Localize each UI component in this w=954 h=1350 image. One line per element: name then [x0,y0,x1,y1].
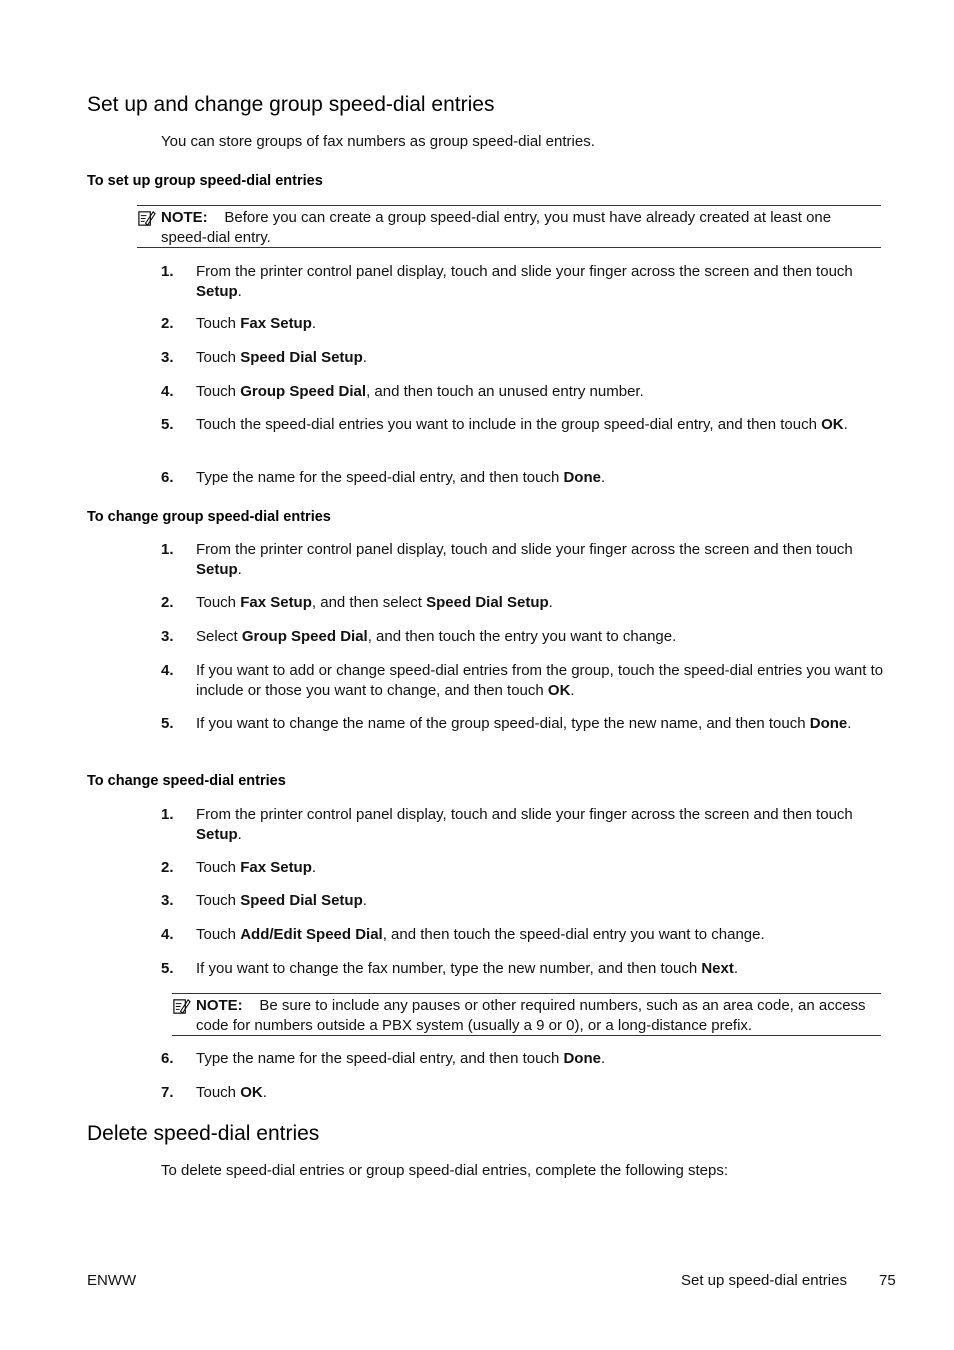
step-text-part: Touch [196,926,241,943]
ui-label: Fax Setup [240,315,312,332]
step-text [196,593,886,613]
step-number: 2. [161,859,174,876]
footer-section-label: Set up speed-dial entries [681,1272,847,1289]
note-box-2 [172,993,881,1036]
step-text-part: , and then touch an unused entry number. [366,383,644,400]
step-text-part: From the printer control panel display, touch and slide your finger across the screen and then touch [196,263,853,280]
ui-label: Setup [196,282,238,300]
ui-label: Fax Setup [240,859,312,876]
ui-label: Speed Dial Setup [240,892,363,909]
step-text-part: Touch [196,859,241,876]
note-content [161,208,881,247]
footer-left: ENWW [87,1272,137,1289]
step-text [196,1049,886,1069]
step-text [196,262,886,301]
step-text-part: , and then touch the entry you want to change. [367,628,677,645]
step-text [196,858,886,878]
ui-label: Next [701,960,734,977]
step-text [196,891,886,911]
note-text: Be sure to include any pauses or other required numbers, such as an area code, an access code for numbers outside a PBX system (usually a 9 or 0), or a long-distance prefix. [196,997,866,1034]
ui-label: Speed Dial Setup [426,594,549,611]
note-label: NOTE: [196,997,243,1014]
step-number: 1. [161,806,174,823]
step-text-part: , and then touch the speed-dial entry you want to change. [382,926,765,943]
step-text-part: . [548,594,553,611]
ui-label: OK [821,416,844,433]
step-text [196,348,886,368]
step-text-part: Touch [196,594,241,611]
step-text [196,415,886,435]
step-text-part: Touch [196,349,241,366]
subheading-change-speed-dial: To change speed-dial entries [87,773,286,789]
subheading-change-group: To change group speed-dial entries [87,509,331,525]
step-text-part: . [600,1050,606,1067]
step-text-part: . [847,715,852,732]
step-text [196,805,886,844]
step-number: 3. [161,628,174,645]
step-text [196,661,886,700]
step-text-part: Select [196,628,242,645]
step-text-part: Touch [196,383,241,400]
step-number: 5. [161,416,174,433]
step-text-part: , and then select [311,594,427,611]
ui-label: Done [809,715,848,732]
step-text [196,925,886,945]
step-text-part: . [237,825,242,843]
step-number: 6. [161,1050,174,1067]
step-number: 5. [161,960,174,977]
step-text-part: If you want to change the name of the group speed-dial, type the new name, and then touch [196,715,810,732]
step-number: 3. [161,892,174,909]
step-text-part: Touch the speed-dial entries you want to include in the group speed-dial entry, and then touch [196,416,822,433]
step-number: 4. [161,662,174,679]
step-text-part: . [311,859,317,876]
step-text-part: From the printer control panel display, touch and slide your finger across the screen and then touch [196,541,853,558]
subheading-set-up-group: To set up group speed-dial entries [87,173,323,189]
ui-label: Setup [196,825,238,843]
step-number: 4. [161,926,174,943]
step-text-part: . [570,681,575,699]
step-text-part: . [237,282,242,300]
step-text-part: . [843,416,848,433]
step-text-part: . [262,1084,267,1101]
step-text-part: Type the name for the speed-dial entry, and then touch [196,469,564,486]
step-number: 2. [161,315,174,332]
step-text [196,627,886,647]
step-text-part: Touch [196,315,241,332]
ui-label: Done [563,1050,601,1067]
step-text [196,382,886,402]
step-text-part: . [362,349,367,366]
ui-label: Fax Setup [240,594,312,611]
step-text-part: . [311,315,317,332]
page-number: 75 [879,1272,896,1289]
step-text-part: . [237,560,242,578]
section-intro: You can store groups of fax numbers as group speed-dial entries. [161,133,595,150]
step-text [196,314,886,334]
ui-label: OK [547,681,571,699]
section-intro-delete: To delete speed-dial entries or group speed-dial entries, complete the following steps: [161,1162,728,1179]
step-text-part: From the printer control panel display, touch and slide your finger across the screen and then touch [196,806,853,823]
note-label: NOTE: [161,209,208,226]
note-box [137,205,881,248]
step-text [196,1083,886,1103]
step-number: 1. [161,541,174,558]
step-number: 6. [161,469,174,486]
step-number: 5. [161,715,174,732]
note-content [196,996,882,1035]
step-number: 7. [161,1084,174,1101]
step-number: 2. [161,594,174,611]
step-text-part: If you want to add or change speed-dial entries from the group, touch the speed-dial entries you want to include or those you want to change, and then touch [196,662,884,699]
ui-label: Add/Edit Speed Dial [240,926,383,943]
note-pencil-icon [137,209,156,228]
ui-label: Group Speed Dial [241,628,368,645]
ui-label: Group Speed Dial [240,383,367,400]
ui-label: Done [563,469,601,486]
ui-label: Setup [196,560,238,578]
step-text [196,540,886,579]
step-number: 3. [161,349,174,366]
step-text-part: Type the name for the speed-dial entry, and then touch [196,1050,564,1067]
step-text [196,959,886,979]
step-number: 1. [161,263,174,280]
step-text-part: . [362,892,367,909]
step-number: 4. [161,383,174,400]
step-text-part: . [733,960,739,977]
section-title-delete: Delete speed-dial entries [87,1122,320,1145]
step-text-part: Touch [196,892,241,909]
step-text-part: . [600,469,606,486]
section-title-group-speed-dial: Set up and change group speed-dial entries [87,93,495,116]
ui-label: OK [240,1084,263,1101]
note-text: Before you can create a group speed-dial entry, you must have already created at least one speed-dial entry. [161,209,832,246]
step-text-part: If you want to change the fax number, type the new number, and then touch [196,960,702,977]
note-pencil-icon [172,997,191,1016]
step-text [196,714,886,734]
ui-label: Speed Dial Setup [240,349,363,366]
step-text-part: Touch [196,1084,241,1101]
step-text [196,468,886,488]
